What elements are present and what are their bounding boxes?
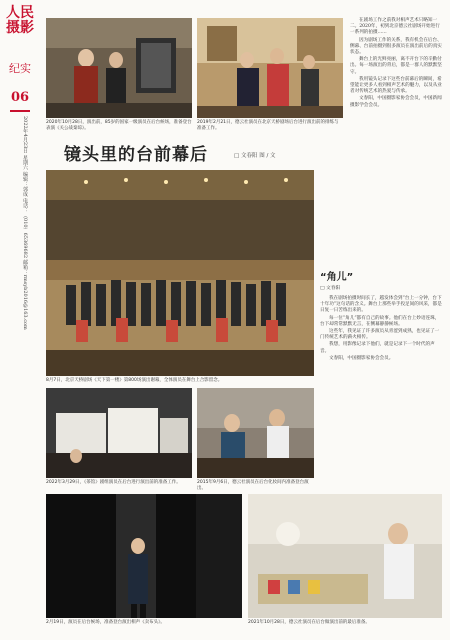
- photo-bottom-right: [248, 494, 442, 618]
- sidebar-note: 文春阳，中国摄影家协会会员。: [329, 355, 394, 361]
- article-paragraph: 在剧场工作之前我对相声艺术只略知一二。2020年，初到北京德云社剧场开始进行一系列的拍摄……: [350, 18, 440, 36]
- caption-middle-right: 2015年9月6日，德云社演员在后台化妆间内准备登台演出。: [197, 480, 309, 491]
- photo-top-left: [46, 18, 192, 118]
- sidebar-title: “角儿”: [320, 272, 354, 283]
- photo-middle-right: [197, 388, 314, 478]
- photo-middle-left: [46, 388, 192, 478]
- caption-middle-left: 2022年3月29日，《茶馆》剧组演员在后台进行演出前的准备工作。: [46, 480, 181, 485]
- sidebar-body: [320, 296, 442, 363]
- sidebar-paragraph: 我想，用影像记录下他们，就是记录下一个时代的声音。: [320, 342, 435, 354]
- sidebar-paragraph: 这些年，我见证了许多演员从青涩到成熟，也见证了一门传统艺术的薪火相传。: [320, 329, 440, 341]
- caption-top-left: 2020年10月28日，演出前，85岁的国家一级演员在后台候场，准备登台表演《关公战秦琼》。: [46, 120, 192, 131]
- sidebar-paragraph: 我在剧场拍摄时间长了，越发体会到“台上一分钟，台下十年功”这句话的含义。舞台上那些举手投足间的风采，都是日复一日苦练出来的。: [320, 296, 442, 314]
- photo-top-right: [197, 18, 343, 118]
- article-paragraph: 舞台上的光鲜亮丽，离不开台下的辛勤付出。每一场演出的背后，都是一群人的默默坚守。: [350, 57, 442, 75]
- issue-meta: 2022年4月23日 星期六 编辑：郭成 电话：（010）65369682 邮箱：rmsyb2016@163.com: [22, 116, 28, 330]
- article-paragraph: 我用镜头记录下这些台前幕后的瞬间，希望能让更多人看到相声艺术的魅力，以及从业者对传统艺术的热爱与传承。: [350, 76, 442, 95]
- article-body: [350, 18, 442, 110]
- caption-top-right: 2019年2月21日，德云社演员在北京天桥剧场后台进行演出前的排练与准备工作。: [197, 120, 339, 131]
- caption-stage: 8月7日，北京天桥剧场《天下第一楼》第800场演出谢幕，全体演员在舞台上合影留念。: [46, 378, 223, 383]
- author-note: 文春阳，中国摄影家协会会员，中国新闻摄影学会会员。: [350, 96, 442, 108]
- section-label: 纪实: [9, 62, 31, 75]
- article-headline: 镜头里的台前幕后: [64, 145, 208, 165]
- newspaper-logo: 人民摄影: [6, 5, 34, 36]
- sidebar-author: □ 文春阳: [320, 286, 341, 291]
- article-paragraph: 因为剧场工作的关系，我有机会在后台、侧幕、台前拍摄到很多演员在演出前后的真实状态。: [350, 37, 442, 56]
- page-number: 06: [10, 90, 30, 105]
- sidebar-paragraph: 每一位“角儿”都有自己的故事。他们在台上妙语连珠，台下却常常默默无言，在侧幕静静候场。: [320, 315, 440, 327]
- article-byline: □ 文春阳 图 / 文: [234, 153, 276, 159]
- masthead-rule: [10, 110, 30, 112]
- caption-bottom-right: 2021年10月28日，德云社演员在后台做演出前的最后准备。: [248, 620, 370, 625]
- caption-bottom-left: 2月19日，演员在后台候场，准备登台演出相声《卖布头》。: [46, 620, 165, 625]
- photo-bottom-left: [46, 494, 242, 618]
- photo-stage-curtain-call: [46, 170, 314, 376]
